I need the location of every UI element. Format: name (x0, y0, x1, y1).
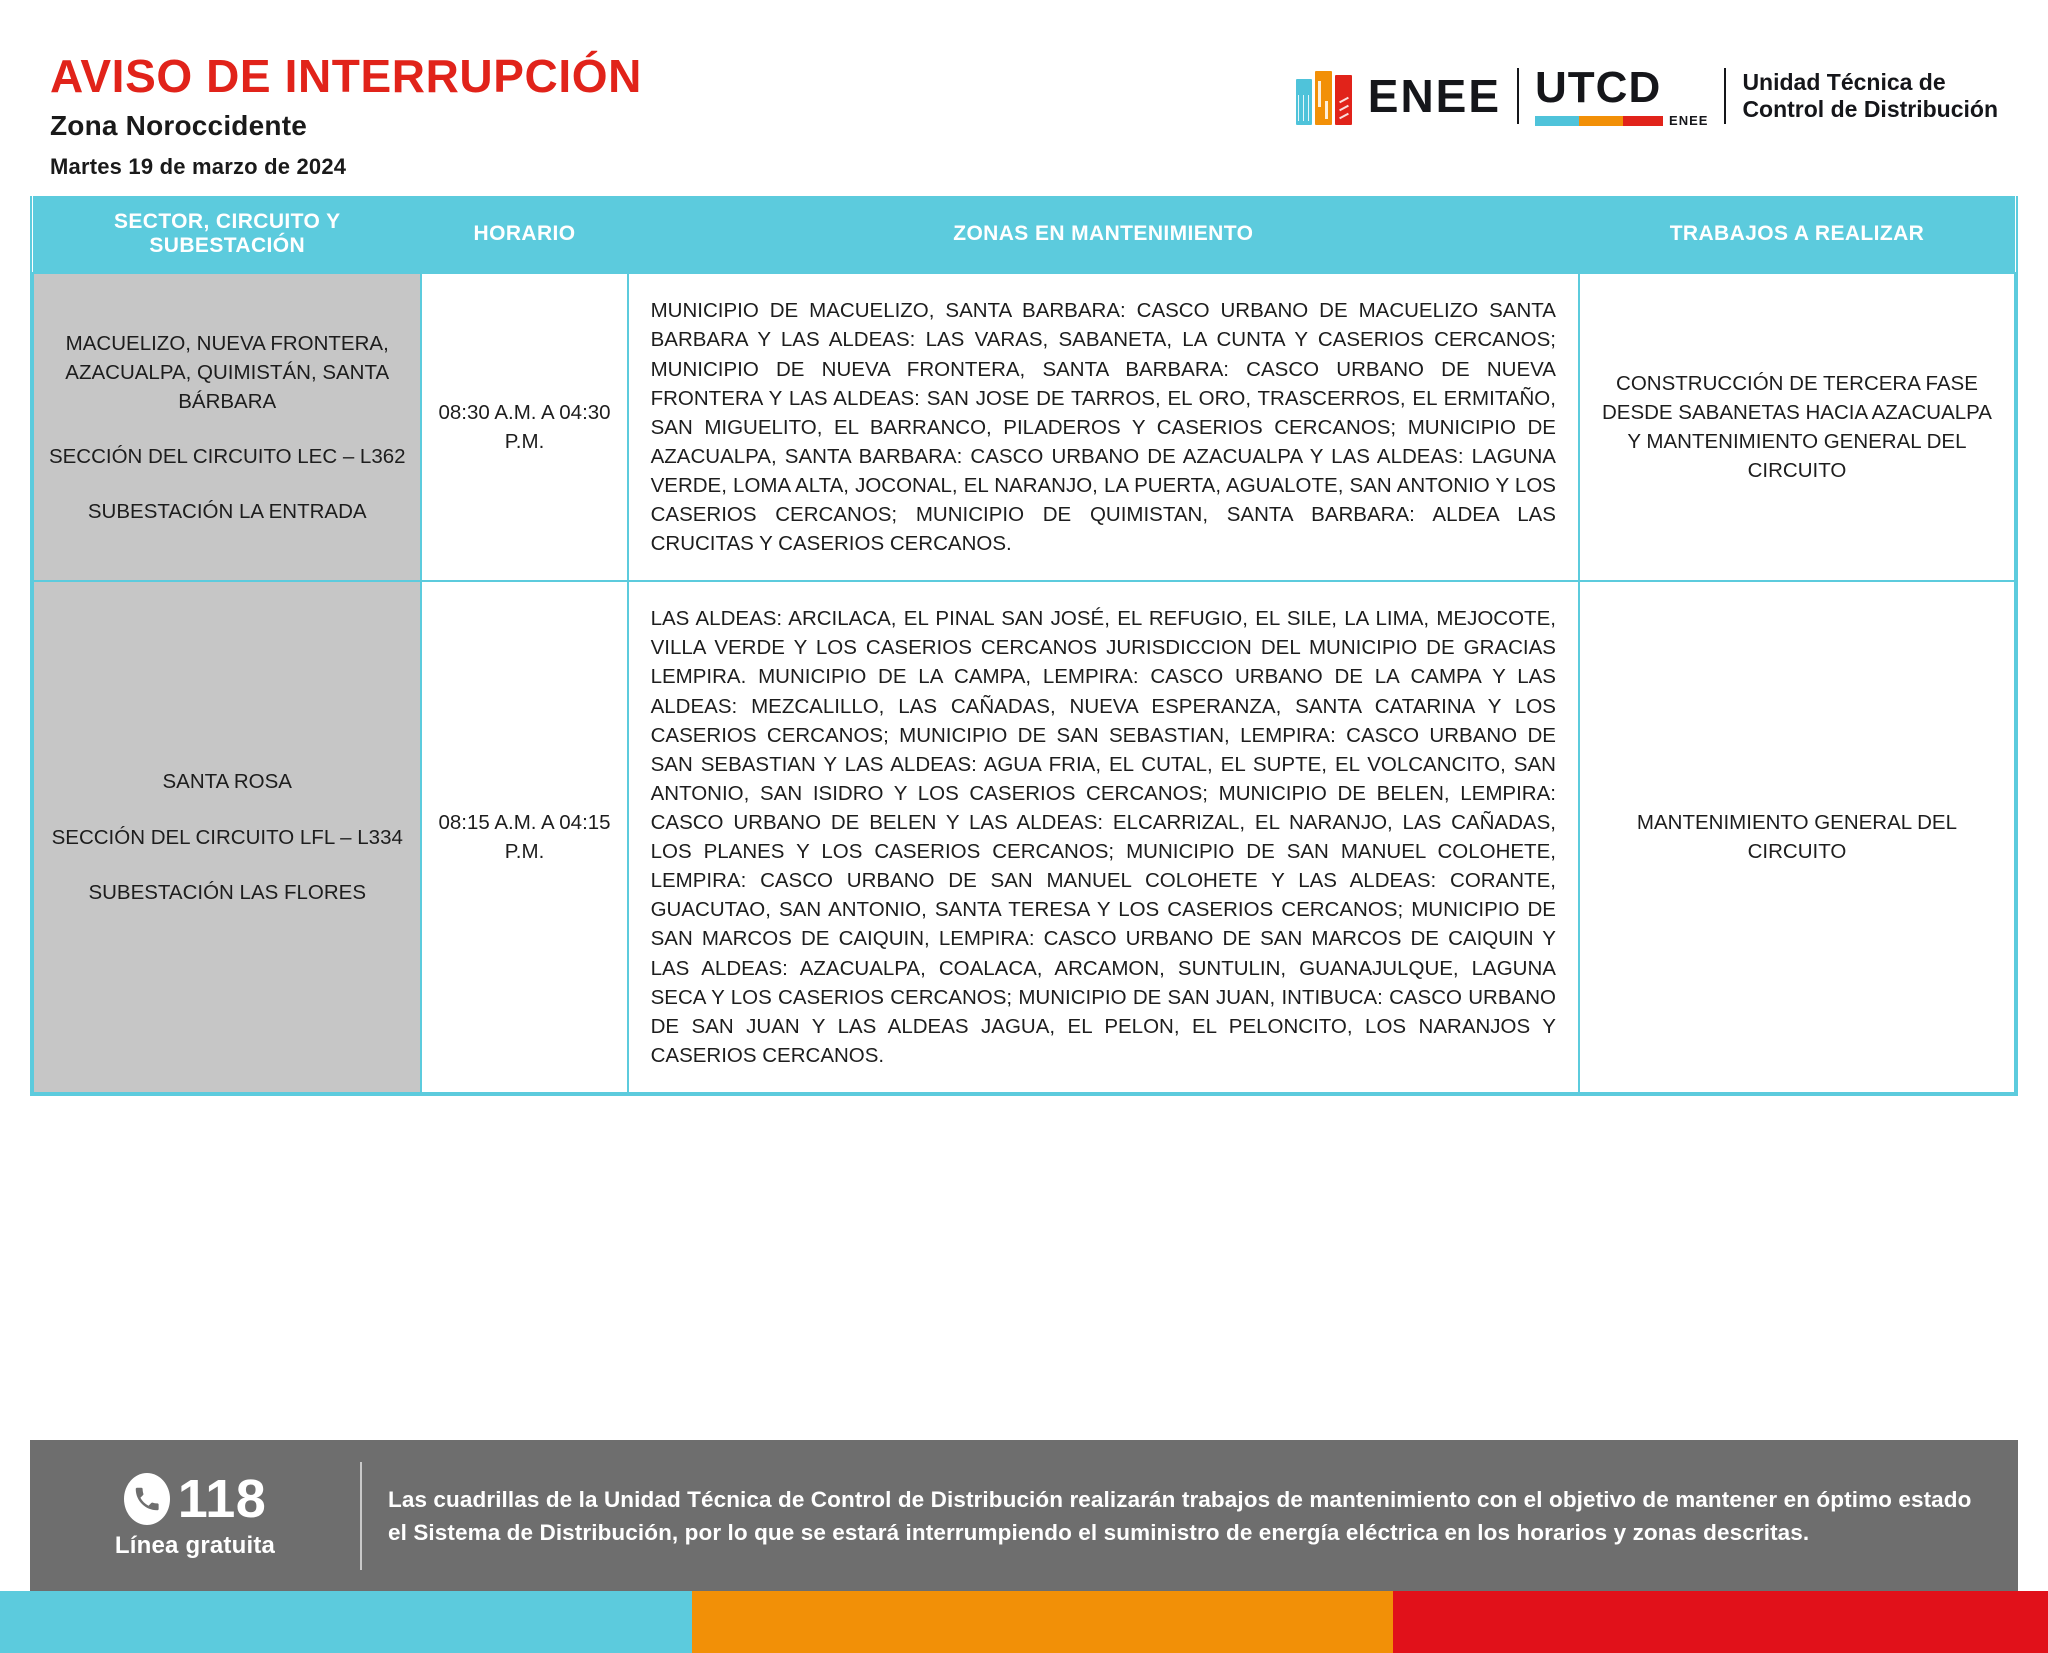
sector-substation: SUBESTACIÓN LAS FLORES (88, 880, 367, 904)
unit-name-line-1: Unidad Técnica de (1742, 68, 1946, 95)
utcd-lockup (1535, 63, 1709, 128)
logo-divider-1 (1517, 68, 1519, 124)
sector-substation: SUBESTACIÓN LA ENTRADA (87, 499, 367, 523)
color-segment-orange (692, 1591, 1392, 1653)
color-segment-cyan (0, 1591, 692, 1653)
cell-sector (33, 273, 421, 581)
cell-trabajos: MANTENIMIENTO GENERAL DEL CIRCUITO (1579, 581, 2015, 1093)
bottom-color-bar (0, 1591, 2048, 1653)
zone-subtitle: Zona Noroccidente (50, 110, 307, 142)
column-header-horario: HORARIO (421, 196, 627, 273)
cell-sector (33, 581, 421, 1093)
enee-wordmark: ENEE (1367, 70, 1502, 122)
cell-horario: 08:30 A.M. A 04:30 P.M. (421, 273, 627, 581)
cell-trabajos: CONSTRUCCIÓN DE TERCERA FASE DESDE SABANETAS HACIA AZACUALPA Y MANTENIMIENTO GENERAL DEL CIRCUITO (1579, 273, 2015, 581)
hotline-label: Línea gratuita (114, 1532, 276, 1559)
column-header-zonas: ZONAS EN MANTENIMIENTO (628, 196, 1579, 273)
footer-divider (360, 1462, 362, 1570)
phone-icon (124, 1473, 170, 1525)
utcd-color-underline (1535, 115, 1708, 126)
hotline-block (30, 1469, 360, 1560)
cell-horario: 08:15 A.M. A 04:15 P.M. (421, 581, 627, 1093)
cell-zonas: MUNICIPIO DE MACUELIZO, SANTA BARBARA: CASCO URBANO DE MACUELIZO SANTA BARBARA Y LAS ALDEAS: LAS VARAS, SABANETA, LA CUNTA Y CASERIOS CERCANOS; MUNICIPIO DE NUEVA FRONTERA, SANTA BARBARA: CASCO URBANO DE NUEVA FRONTERA Y LAS ALDEAS: SAN JOSE DE TARROS, EL ORO, TRASCERROS, EL ERMITAÑO, SAN MIGUELITO, EL BARRANCO, PILADEROS Y CASERIOS CERCANOS; MUNICIPIO DE AZACUALPA, SANTA BARBARA: CASCO URBANO DE AZACUALPA Y LAS ALDEAS: LAGUNA VERDE, LOMA ALTA, JOCONAL, EL NARANJO, LA PUERTA, AGUALOTE, SAN ANTONIO Y LOS CASERIOS CERCANOS; MUNICIPIO DE QUIMISTAN, SANTA BARBARA: ALDEA LAS CRUCITAS Y CASERIOS CERCANOS. (628, 273, 1579, 581)
utcd-wordmark: UTCD (1535, 63, 1662, 112)
sector-circuit: SECCIÓN DEL CIRCUITO LEC – L362 (48, 444, 406, 468)
column-header-sector: SECTOR, CIRCUITO Y SUBESTACIÓN (33, 196, 421, 273)
sector-places: MACUELIZO, NUEVA FRONTERA, AZACUALPA, QUIMISTÁN, SANTA BÁRBARA (65, 331, 390, 413)
notice-date: Martes 19 de marzo de 2024 (50, 154, 347, 180)
page-header (0, 0, 2048, 180)
sector-circuit: SECCIÓN DEL CIRCUITO LFL – L334 (51, 825, 403, 849)
unit-name (1742, 69, 1998, 123)
table-row (33, 273, 2015, 581)
hotline-number-group (124, 1469, 267, 1529)
table-row (33, 581, 2015, 1093)
logo-divider-2 (1724, 68, 1726, 124)
cell-zonas: LAS ALDEAS: ARCILACA, EL PINAL SAN JOSÉ, EL REFUGIO, EL SILE, LA LIMA, MEJOCOTE, VILLA VERDE Y LOS CASERIOS CERCANOS JURISDICCION DEL MUNICIPIO DE GRACIAS LEMPIRA. MUNICIPIO DE LA CAMPA, LEMPIRA: CASCO URBANO DE LA CAMPA Y LAS ALDEAS: MEZCALILLO, LAS CAÑADAS, NUEVA ESPERANZA, SANTA CATARINA Y LOS CASERIOS CERCANOS; MUNICIPIO DE SAN SEBASTIAN, LEMPIRA: CASCO URBANO DE SAN SEBASTIAN Y LAS ALDEAS: AGUA FRIA, EL CUTAL, EL SUPTE, EL VOLCANCITO, SAN ANTONIO, SAN ISIDRO Y LOS CASERIOS CERCANOS; MUNICIPIO DE BELEN, LEMPIRA: CASCO URBANO DE BELEN Y LAS ALDEAS: ELCARRIZAL, EL NARANJO, LAS CAÑADAS, LOS PLANES Y LOS CASERIOS CERCANOS; MUNICIPIO DE SAN MANUEL COLOHETE, LEMPIRA: CASCO URBANO DE SAN MANUEL COLOHETE Y LAS ALDEAS: CORANTE, GUACUTAO, SAN ANTONIO, SANTA TERESA Y LOS CASERIOS CERCANOS; MUNICIPIO DE SAN MARCOS DE CAIQUIN, LEMPIRA: CASCO URBANO DE SAN MARCOS DE CAIQUIN Y LAS ALDEAS: AZACUALPA, COALACA, ARCAMON, SUNTULIN, GUANAJULQUE, LAGUNA SECA Y LOS CASERIOS CERCANOS; MUNICIPIO DE SAN JUAN, INTIBUCA: CASCO URBANO DE SAN JUAN Y LAS ALDEAS JAGUA, EL PELON, EL PELONCITO, LOS NARANJOS Y CASERIOS CERCANOS. (628, 581, 1579, 1093)
utcd-enee-subscript: ENEE (1669, 113, 1709, 128)
hotline-number: 118 (177, 1469, 267, 1529)
footer-banner (30, 1440, 2018, 1592)
table-header-row (33, 196, 2015, 273)
outage-table-container (30, 196, 2018, 1096)
sector-places: SANTA ROSA (162, 770, 292, 794)
page-title: AVISO DE INTERRUPCIÓN (50, 50, 642, 102)
color-segment-red (1393, 1591, 2048, 1653)
enee-utcd-logo (1296, 63, 2024, 128)
column-header-trabajos: TRABAJOS A REALIZAR (1579, 196, 2015, 273)
unit-name-line-2: Control de Distribución (1742, 96, 1998, 122)
enee-emblem-icon (1296, 67, 1354, 125)
header-title-group (50, 52, 642, 180)
outage-table (32, 196, 2016, 1094)
footer-notice-text: Las cuadrillas de la Unidad Técnica de Control de Distribución realizarán trabajos de mantenimiento con el objetivo de mantener en óptimo estado el Sistema de Distribución, por lo que se estará interrumpiendo el suministro de energía eléctrica en los horarios y zonas descritas. (388, 1486, 1972, 1545)
